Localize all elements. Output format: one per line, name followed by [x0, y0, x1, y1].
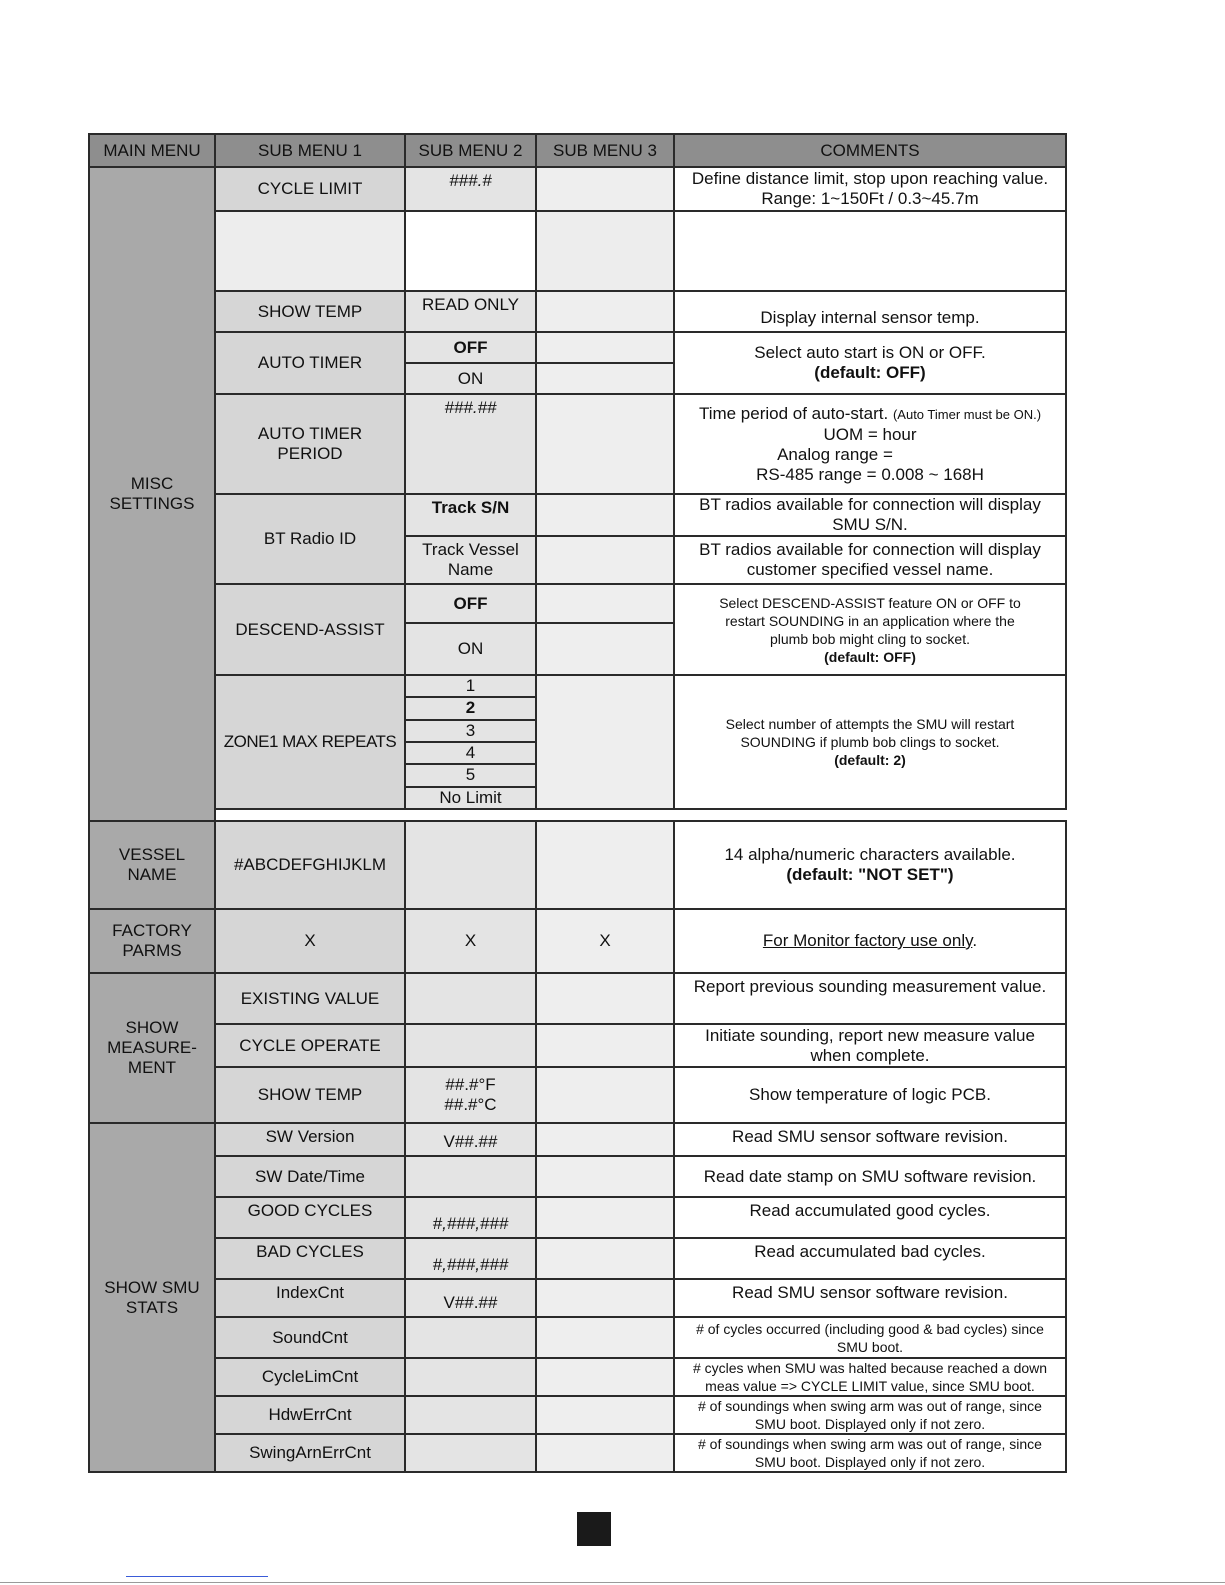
sw-version-sub3: [536, 1123, 674, 1156]
main-show-smu-stats: SHOW SMU STATS: [89, 1123, 215, 1472]
swing-arn-err-cnt-label: SwingArnErrCnt: [215, 1434, 405, 1472]
zone1-option-1: 1: [406, 676, 535, 698]
zone1-option-no-limit: No Limit: [439, 787, 502, 807]
swing-arn-err-cnt-sub3: [536, 1434, 674, 1472]
good-cycles-comment: Read accumulated good cycles.: [674, 1197, 1066, 1238]
row-measure-show-temp: [89, 1067, 1066, 1123]
zone1-option-4: 4: [406, 743, 535, 765]
sound-cnt-value: [405, 1317, 536, 1358]
header-main-menu: MAIN MENU: [89, 134, 215, 167]
sw-date-time-sub3: [536, 1156, 674, 1197]
show-temp-sub3: [536, 291, 674, 332]
blank-sub1: [215, 211, 405, 291]
show-temp-comment: Display internal sensor temp.: [674, 291, 1066, 332]
bt-sub3-b: [536, 536, 674, 584]
index-cnt-comment: Read SMU sensor software revision.: [674, 1279, 1066, 1317]
auto-timer-comment: Select auto start is ON or OFF. (default: OFF): [674, 332, 1066, 394]
existing-value-label: EXISTING VALUE: [215, 973, 405, 1024]
auto-timer-period-label: AUTO TIMER PERIOD: [215, 394, 405, 494]
bt-radio-id-label: BT Radio ID: [215, 494, 405, 584]
row-sound-cnt: [89, 1317, 1066, 1358]
sw-date-time-comment: Read date stamp on SMU software revision.: [674, 1156, 1066, 1197]
zone1-option-3: 3: [406, 721, 535, 743]
descend-assist-comment: Select DESCEND-ASSIST feature ON or OFF to restart SOUNDING in an application where the plumb bob might cling to socket. (default: OFF): [674, 584, 1066, 675]
cycle-lim-cnt-comment: # cycles when SMU was halted because reached a down meas value => CYCLE LIMIT value, since SMU boot.: [674, 1358, 1066, 1396]
measure-show-temp-label: SHOW TEMP: [215, 1067, 405, 1123]
cycle-limit-sub3: [536, 167, 674, 211]
sw-version-comment: Read SMU sensor software revision.: [674, 1123, 1066, 1156]
hdw-err-cnt-sub3: [536, 1396, 674, 1434]
cycle-limit-value: ###.#: [405, 167, 536, 211]
sw-version-label: SW Version: [215, 1123, 405, 1156]
existing-value-sub2: [405, 973, 536, 1024]
spacer-row-a: [89, 809, 1066, 813]
blank-sub2: [405, 211, 536, 291]
bad-cycles-comment: Read accumulated bad cycles.: [674, 1238, 1066, 1279]
row-cycle-operate: [89, 1024, 1066, 1067]
sw-version-value: V##.##: [405, 1123, 536, 1156]
row-sw-version: [89, 1123, 1066, 1156]
main-factory-parms: FACTORY PARMS: [89, 909, 215, 973]
descend-option-on: ON: [405, 623, 536, 675]
footer-link-underline: [126, 1576, 268, 1577]
main-misc-settings: MISC SETTINGS: [89, 167, 215, 821]
show-temp-label: SHOW TEMP: [215, 291, 405, 332]
auto-timer-option-off: OFF: [405, 332, 536, 363]
swing-arn-err-cnt-value: [405, 1434, 536, 1472]
zone1-option-list: [406, 676, 535, 808]
zone1-option-2: 2: [406, 698, 535, 720]
cycle-operate-comment: Initiate sounding, report new measure value when complete.: [674, 1024, 1066, 1067]
sw-date-time-value: [405, 1156, 536, 1197]
zone1-max-repeats-label: ZONE1 MAX REPEATS: [215, 675, 405, 809]
zone1-sub3: [536, 675, 674, 809]
row-vessel-name: [89, 821, 1066, 909]
row-sw-date-time: [89, 1156, 1066, 1197]
auto-timer-option-on: ON: [405, 363, 536, 394]
row-cycle-limit: [89, 167, 1066, 211]
good-cycles-label: GOOD CYCLES: [215, 1197, 405, 1238]
header-sub-menu-3: SUB MENU 3: [536, 134, 674, 167]
header-sub-menu-2: SUB MENU 2: [405, 134, 536, 167]
zone1-options: [405, 675, 536, 809]
cycle-limit-comment: Define distance limit, stop upon reaching value. Range: 1~150Ft / 0.3~45.7m: [674, 167, 1066, 211]
row-cycle-lim-cnt: [89, 1358, 1066, 1396]
hdw-err-cnt-comment: # of soundings when swing arm was out of range, since SMU boot. Displayed only if not zero.: [674, 1396, 1066, 1434]
bottom-rule: [0, 1582, 1225, 1583]
sw-date-time-label: SW Date/Time: [215, 1156, 405, 1197]
hdw-err-cnt-value: [405, 1396, 536, 1434]
bt-option-track-vessel: Track Vessel Name: [405, 536, 536, 584]
bt-sub3-a: [536, 494, 674, 536]
measure-show-temp-value: ##.#°F ##.#°C: [405, 1067, 536, 1123]
show-temp-value: READ ONLY: [405, 291, 536, 332]
row-swing-arn-err-cnt: [89, 1434, 1066, 1472]
row-auto-timer-period: [89, 394, 1066, 494]
row-factory-parms: [89, 909, 1066, 973]
measure-show-temp-comment: Show temperature of logic PCB.: [674, 1067, 1066, 1123]
cycle-lim-cnt-label: CycleLimCnt: [215, 1358, 405, 1396]
bad-cycles-sub3: [536, 1238, 674, 1279]
vessel-name-comment: 14 alpha/numeric characters available. (default: "NOT SET"): [674, 821, 1066, 909]
bad-cycles-label: BAD CYCLES: [215, 1238, 405, 1279]
spacer-row-b: [89, 813, 1066, 817]
existing-value-sub3: [536, 973, 674, 1024]
sound-cnt-label: SoundCnt: [215, 1317, 405, 1358]
bt-option-track-sn: Track S/N: [405, 494, 536, 536]
row-index-cnt: [89, 1279, 1066, 1317]
row-auto-timer-off: [89, 332, 1066, 363]
index-cnt-value: V##.##: [405, 1279, 536, 1317]
menu-structure-table: [88, 133, 1067, 1473]
header-comments: COMMENTS: [674, 134, 1066, 167]
auto-timer-label: AUTO TIMER: [215, 332, 405, 394]
auto-timer-period-comment: Time period of auto-start. (Auto Timer must be ON.) UOM = hour Analog range = RS-485 range = 0.008 ~ 168H: [674, 394, 1066, 494]
auto-timer-period-value: ###.##: [405, 394, 536, 494]
cycle-lim-cnt-sub3: [536, 1358, 674, 1396]
factory-sub1: X: [215, 909, 405, 973]
existing-value-comment: Report previous sounding measurement value.: [674, 973, 1066, 1024]
descend-sub3-b: [536, 623, 674, 675]
auto-timer-sub3-a: [536, 332, 674, 363]
cycle-lim-cnt-value: [405, 1358, 536, 1396]
row-descend-off: [89, 584, 1066, 623]
row-hdw-err-cnt: [89, 1396, 1066, 1434]
row-existing-value: [89, 973, 1066, 1024]
page-number-box: [577, 1512, 611, 1546]
cycle-operate-sub2: [405, 1024, 536, 1067]
index-cnt-sub3: [536, 1279, 674, 1317]
bt-comment-sn: BT radios available for connection will display SMU S/N.: [674, 494, 1066, 536]
cycle-operate-sub3: [536, 1024, 674, 1067]
zone1-option-5: 5: [406, 765, 535, 787]
index-cnt-label: IndexCnt: [215, 1279, 405, 1317]
descend-sub3-a: [536, 584, 674, 623]
zone1-comment: Select number of attempts the SMU will restart SOUNDING if plumb bob clings to socket. (default: 2): [674, 675, 1066, 809]
hdw-err-cnt-label: HdwErrCnt: [215, 1396, 405, 1434]
row-zone1-max-repeats: [89, 675, 1066, 809]
row-bt-track-sn: [89, 494, 1066, 536]
swing-arn-err-cnt-comment: # of soundings when swing arm was out of range, since SMU boot. Displayed only if not zero.: [674, 1434, 1066, 1472]
main-show-measurement: SHOW MEASURE- MENT: [89, 973, 215, 1123]
cycle-operate-label: CYCLE OPERATE: [215, 1024, 405, 1067]
blank-comment: [674, 211, 1066, 291]
row-bad-cycles: [89, 1238, 1066, 1279]
sound-cnt-sub3: [536, 1317, 674, 1358]
vessel-name-sub3: [536, 821, 674, 909]
auto-timer-sub3-b: [536, 363, 674, 394]
vessel-name-label: #ABCDEFGHIJKLM: [215, 821, 405, 909]
sound-cnt-comment: # of cycles occurred (including good & bad cycles) since SMU boot.: [674, 1317, 1066, 1358]
factory-sub2: X: [405, 909, 536, 973]
main-vessel-name: VESSEL NAME: [89, 821, 215, 909]
bad-cycles-value: #,###,###: [405, 1238, 536, 1279]
row-show-temp: [89, 291, 1066, 332]
descend-option-off: OFF: [405, 584, 536, 623]
header-row: [89, 134, 1066, 167]
row-blank: [89, 211, 1066, 291]
auto-timer-period-sub3: [536, 394, 674, 494]
vessel-name-sub2: [405, 821, 536, 909]
good-cycles-value: #,###,###: [405, 1197, 536, 1238]
measure-show-temp-sub3: [536, 1067, 674, 1123]
bt-comment-vessel: BT radios available for connection will display customer specified vessel name.: [674, 536, 1066, 584]
row-good-cycles: [89, 1197, 1066, 1238]
header-sub-menu-1: SUB MENU 1: [215, 134, 405, 167]
blank-sub3: [536, 211, 674, 291]
cycle-limit-label: CYCLE LIMIT: [215, 167, 405, 211]
good-cycles-sub3: [536, 1197, 674, 1238]
factory-sub3: X: [536, 909, 674, 973]
factory-comment: For Monitor factory use only.: [674, 909, 1066, 973]
descend-assist-label: DESCEND-ASSIST: [215, 584, 405, 675]
